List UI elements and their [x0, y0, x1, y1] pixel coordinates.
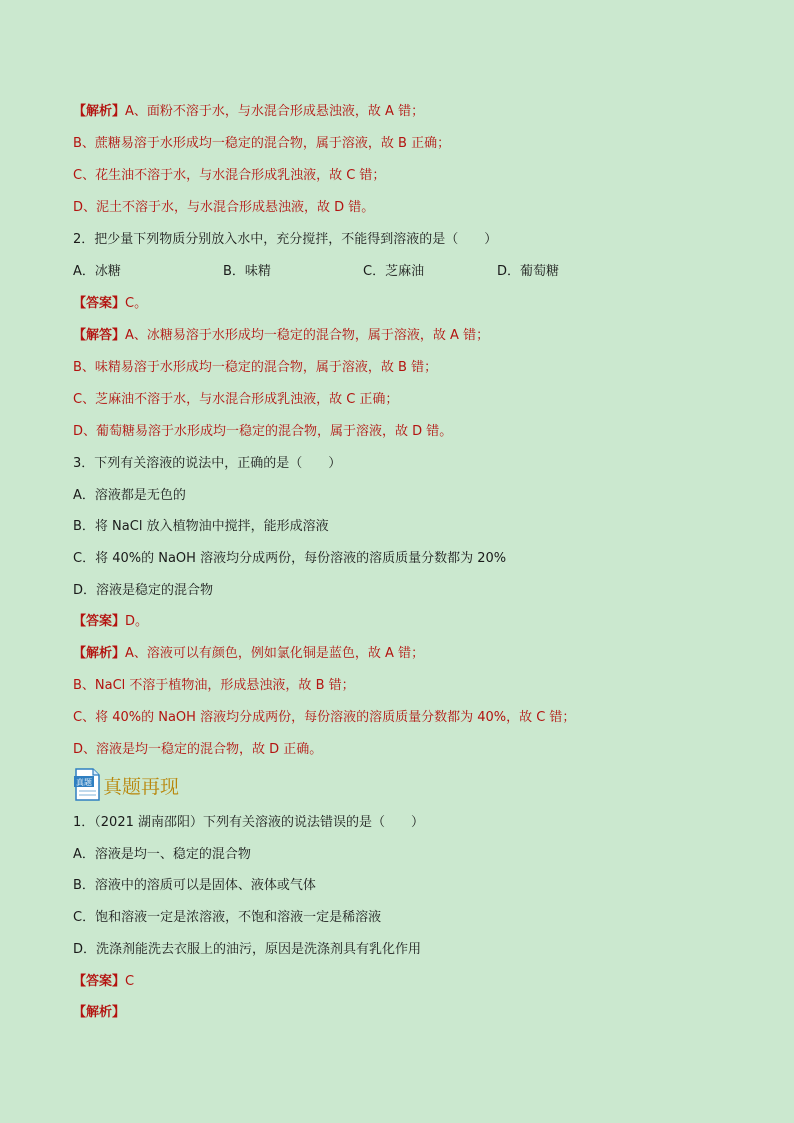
- analysis-line: [73, 102, 424, 122]
- analysis-tag: 【解析】: [73, 1005, 126, 1020]
- section-header: [73, 764, 179, 800]
- analysis-line: D、葡萄糖易溶于水形成均一稳定的混合物，属于溶液，故 D 错。: [73, 424, 453, 439]
- analysis-line: [73, 1003, 125, 1023]
- option-a: A．冰糖: [73, 264, 121, 279]
- analysis-text: A、冰糖易溶于水形成均一稳定的混合物，属于溶液，故 A 错；: [125, 328, 490, 343]
- answer-line: [73, 612, 148, 632]
- answer-line: [73, 972, 134, 992]
- analysis-line: C、芝麻油不溶于水，与水混合形成乳浊液，故 C 正确；: [73, 392, 399, 407]
- section-title: 真题再现: [103, 776, 180, 798]
- answer-value: D。: [125, 614, 149, 629]
- option-d: D．葡萄糖: [497, 264, 560, 279]
- option-c: C．芝麻油: [363, 264, 425, 279]
- question-stem: 2．把少量下列物质分别放入水中，充分搅拌，不能得到溶液的是（ ）: [73, 232, 498, 247]
- option-a: A．溶液是均一、稳定的混合物: [73, 847, 251, 862]
- analysis-line: [73, 644, 424, 664]
- analysis-line: B、NaCl 不溶于植物油，形成悬浊液，故 B 错；: [73, 678, 355, 693]
- option-d: D．溶液是稳定的混合物: [73, 583, 214, 598]
- document-icon: [73, 768, 101, 800]
- answer-value: C。: [125, 296, 148, 311]
- answer-tag: 【答案】: [73, 296, 126, 311]
- analysis-line: [73, 326, 489, 346]
- analysis-line: B、味精易溶于水形成均一稳定的混合物，属于溶液，故 B 错；: [73, 360, 438, 375]
- analysis-tag: 【解答】: [73, 328, 126, 343]
- question-stem: 1．（2021 湖南邵阳）下列有关溶液的说法错误的是（ ）: [73, 815, 424, 830]
- option-d: D．洗涤剂能洗去衣服上的油污，原因是洗涤剂具有乳化作用: [73, 942, 422, 957]
- option-b: B．溶液中的溶质可以是固体、液体或气体: [73, 878, 316, 893]
- question-stem: 3．下列有关溶液的说法中，正确的是（ ）: [73, 456, 342, 471]
- answer-value: C: [125, 974, 135, 989]
- analysis-tag: 【解析】: [73, 104, 126, 119]
- option-b: B．将 NaCl 放入植物油中搅拌，能形成溶液: [73, 519, 329, 534]
- analysis-text: A、面粉不溶于水，与水混合形成悬浊液，故 A 错；: [125, 104, 425, 119]
- analysis-line: C、花生油不溶于水，与水混合形成乳浊液，故 C 错；: [73, 168, 386, 183]
- option-c: C．将 40%的 NaOH 溶液均分成两份，每份溶液的溶质质量分数都为 20%: [73, 551, 507, 566]
- analysis-text: A、溶液可以有颜色，例如氯化铜是蓝色，故 A 错；: [125, 646, 425, 661]
- analysis-tag: 【解析】: [73, 646, 126, 661]
- answer-tag: 【答案】: [73, 974, 126, 989]
- analysis-line: D、泥土不溶于水，与水混合形成悬浊液，故 D 错。: [73, 200, 375, 215]
- analysis-line: D、溶液是均一稳定的混合物，故 D 正确。: [73, 742, 323, 757]
- option-c: C．饱和溶液一定是浓溶液，不饱和溶液一定是稀溶液: [73, 910, 382, 925]
- answer-line: [73, 294, 147, 314]
- analysis-line: C、将 40%的 NaOH 溶液均分成两份，每份溶液的溶质质量分数都为 40%，故 C 错；: [73, 710, 576, 725]
- analysis-line: B、蔗糖易溶于水形成均一稳定的混合物，属于溶液，故 B 正确；: [73, 136, 451, 151]
- question-options: [73, 262, 559, 282]
- answer-tag: 【答案】: [73, 614, 126, 629]
- option-a: A．溶液都是无色的: [73, 488, 186, 503]
- icon-label: 真题: [76, 778, 92, 787]
- option-b: B．味精: [223, 264, 271, 279]
